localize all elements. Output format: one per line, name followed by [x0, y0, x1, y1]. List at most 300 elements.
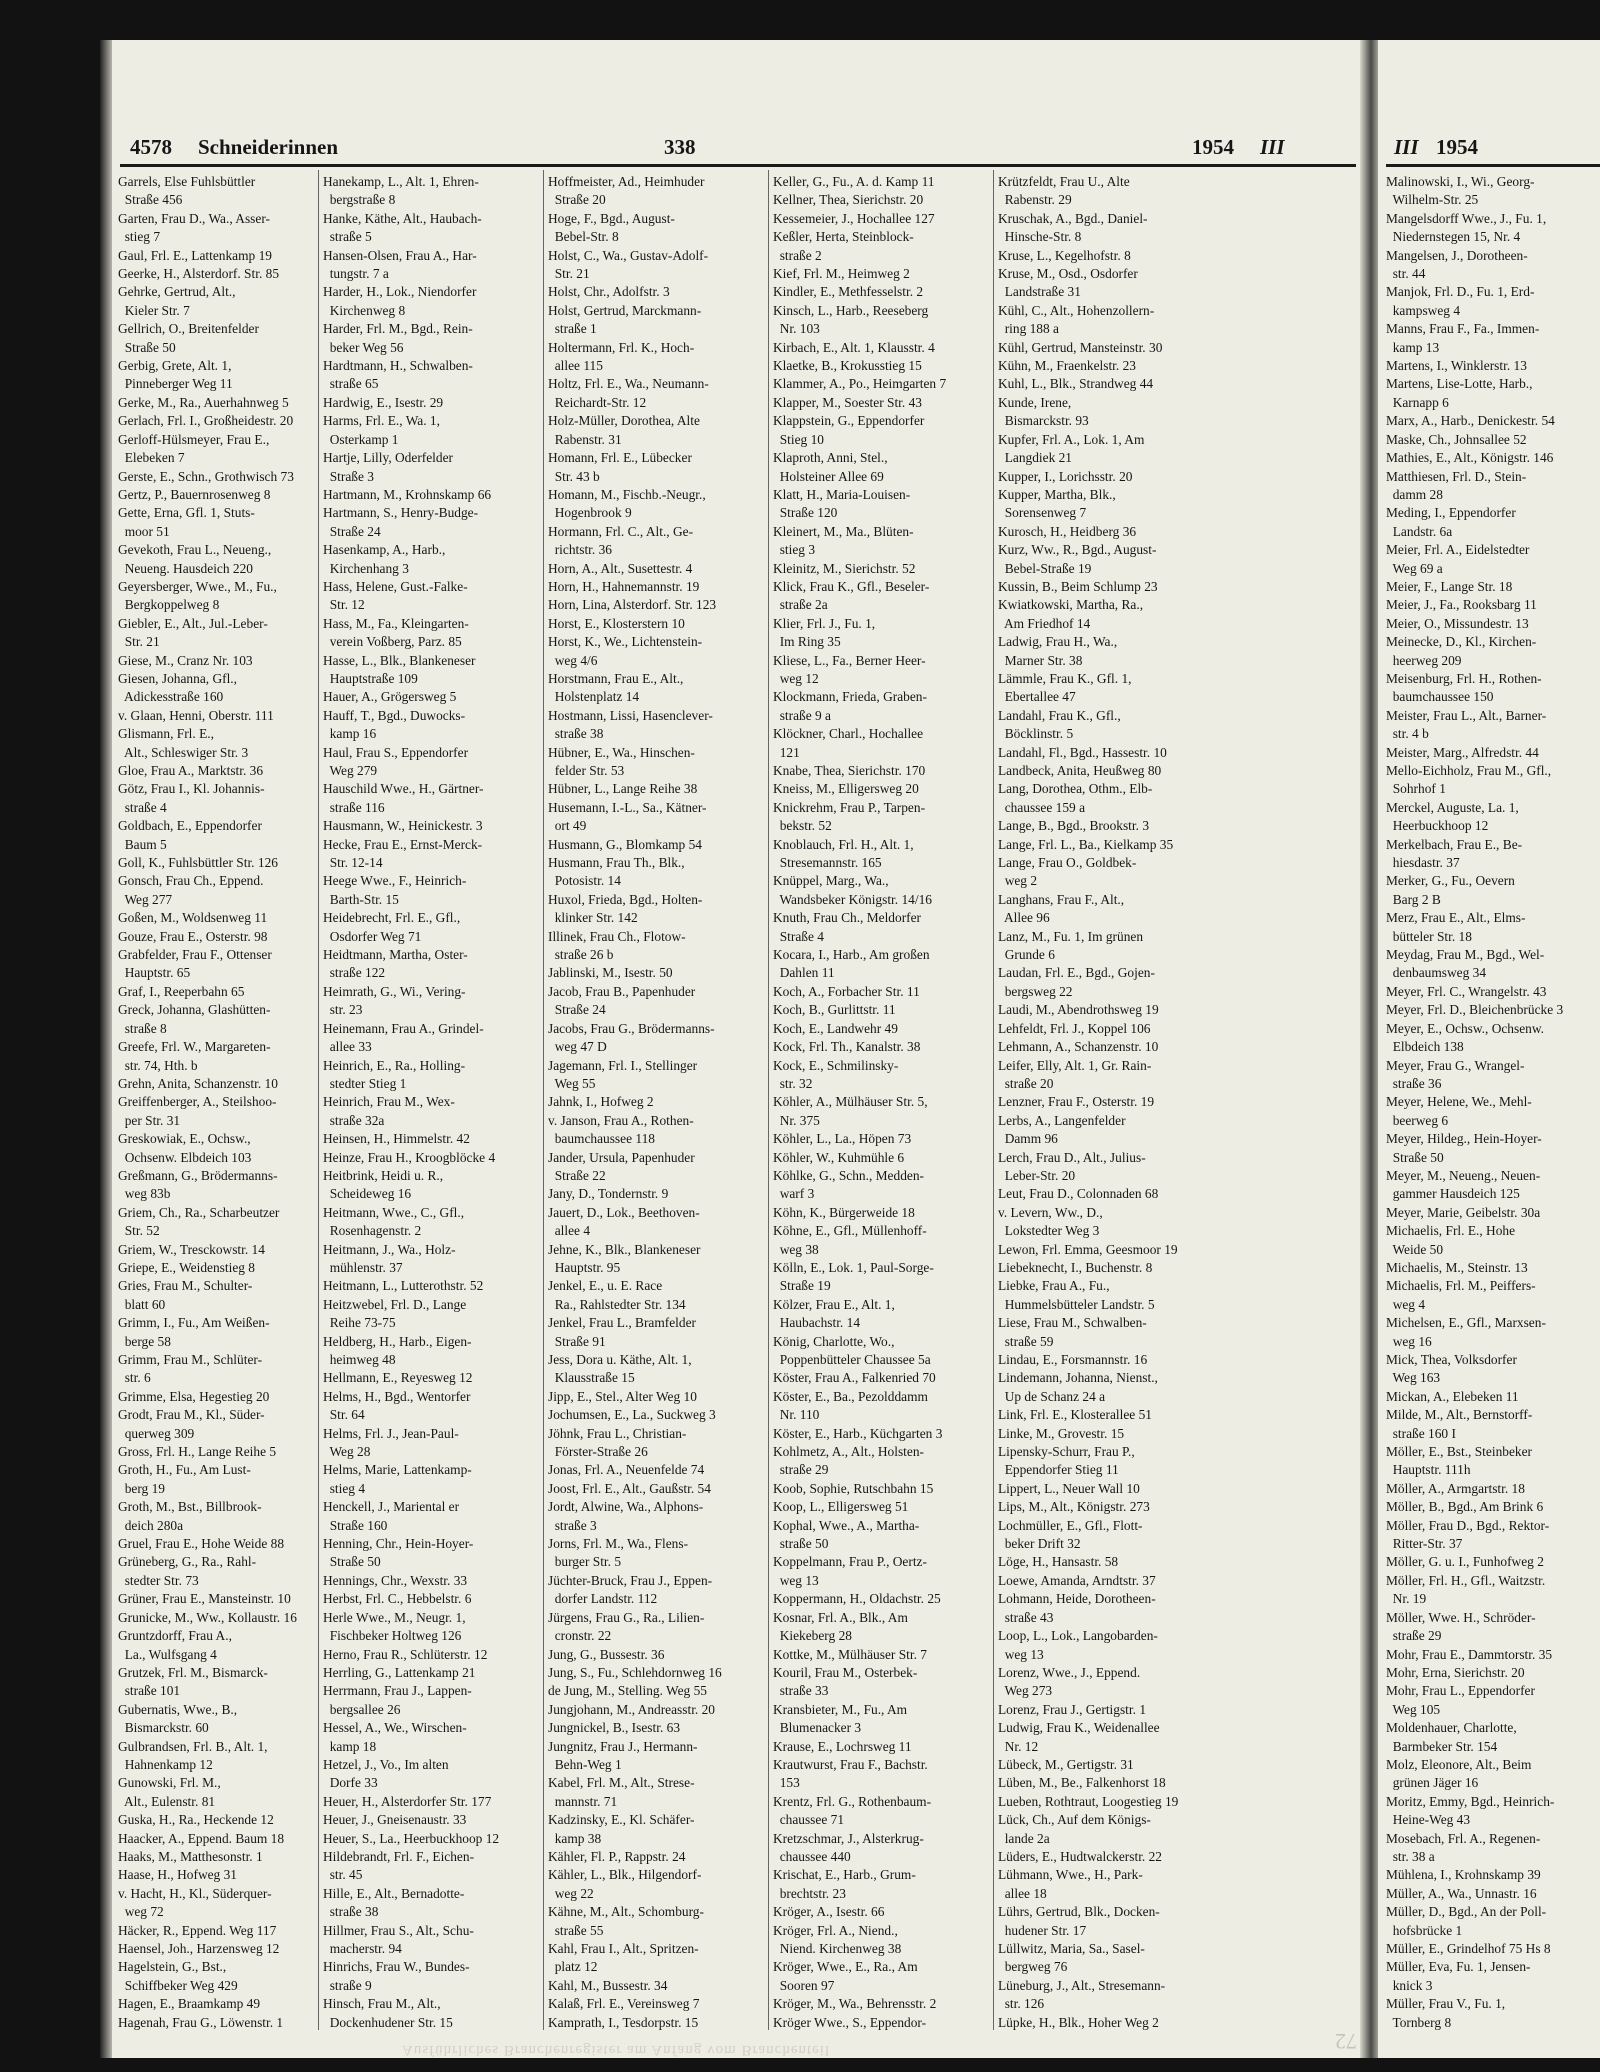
directory-entry-line: Koch, B., Gurlittstr. 11 — [773, 1002, 896, 1018]
directory-entry-line: Klick, Frau K., Gfl., Beseler- — [773, 578, 930, 594]
directory-entry-line: Geerke, H., Alsterdorf. Str. 85 — [118, 266, 280, 282]
directory-entry-line: Krützfeldt, Frau U., Alte — [998, 174, 1130, 189]
directory-entry-line: Herrmann, Frau J., Lappen- — [323, 1683, 472, 1699]
directory-entry-line: Köster, E., Harb., Küchgarten 3 — [773, 1425, 943, 1441]
directory-entry-line: beker Weg 56 — [323, 339, 404, 355]
directory-entry-line: Lindau, E., Forsmannstr. 16 — [998, 1352, 1148, 1367]
directory-entry-line: Moritz, Emmy, Bgd., Heinrich- — [1386, 1793, 1555, 1809]
directory-entry-line: Karnapp 6 — [1386, 394, 1449, 410]
directory-entry-line: Krautwurst, Frau F., Bachstr. — [773, 1756, 928, 1772]
directory-entry-line: straße 43 — [998, 1609, 1054, 1625]
directory-entry-line: Hille, E., Alt., Bernadotte- — [323, 1885, 465, 1901]
directory-entry-line: Jander, Ursula, Papenhuder — [548, 1149, 695, 1165]
directory-page-left — [112, 40, 1369, 2058]
directory-entry-line: Holtermann, Frl. K., Hoch- — [548, 339, 695, 355]
directory-entry-line: Köhler, L., La., Höpen 73 — [773, 1131, 912, 1147]
directory-entry-line: str. 45 — [323, 1867, 363, 1883]
directory-entry-line: Möller, E., Bst., Steinbeker — [1386, 1444, 1532, 1460]
directory-entry-line: Pinneberger Weg 11 — [118, 376, 233, 392]
directory-entry-line: Goll, K., Fuhlsbüttler Str. 126 — [118, 855, 278, 871]
directory-entry-line: Adickesstraße 160 — [118, 689, 224, 705]
directory-entry-line: Alt., Eulenstr. 81 — [118, 1793, 216, 1809]
directory-entry-line: Kleinert, M., Ma., Blüten- — [773, 523, 914, 539]
directory-entry-line: Link, Frl. E., Klosterallee 51 — [998, 1407, 1152, 1423]
directory-entry-line: Meding, I., Eppendorfer — [1386, 505, 1516, 521]
directory-entry-line: Glismann, Frl. E., — [118, 726, 214, 742]
directory-entry-line: Hagenah, Frau G., Löwenstr. 1 — [118, 2014, 284, 2030]
directory-entry-line: Holstenplatz 14 — [548, 689, 640, 705]
directory-entry-line: Hetzel, J., Vo., Im alten — [323, 1756, 449, 1772]
directory-entry-line: Groth, M., Bst., Billbrook- — [118, 1499, 262, 1515]
directory-entry-line: straße 3 — [548, 1517, 597, 1533]
directory-entry-line: allee 18 — [998, 1885, 1047, 1901]
directory-entry-line: Horst, E., Klosterstern 10 — [548, 615, 685, 631]
directory-entry-line: Kussin, B., Beim Schlump 23 — [998, 578, 1158, 594]
directory-entry-line: Molz, Eleonore, Alt., Beim — [1386, 1756, 1532, 1772]
directory-entry-line: Gloe, Frau A., Marktstr. 36 — [118, 763, 264, 778]
directory-entry-line: Jöhnk, Frau L., Christian- — [548, 1425, 687, 1441]
directory-entry-line: Kliese, L., Fa., Berner Heer- — [773, 652, 926, 668]
directory-entry-line: Meier, O., Missundestr. 13 — [1386, 615, 1529, 631]
directory-entry-line: straße 65 — [323, 376, 379, 392]
directory-entry-line: bergstraße 8 — [323, 192, 396, 208]
directory-entry-line: Sohrhof 1 — [1386, 781, 1446, 797]
directory-entry-line: Langdiek 21 — [998, 450, 1073, 466]
directory-entry-line: Loop, L., Lok., Langobarden- — [998, 1628, 1158, 1644]
directory-entry-line: Weg 105 — [1386, 1701, 1441, 1717]
directory-entry-line: Lerbs, A., Langenfelder — [998, 1112, 1126, 1128]
directory-entry-line: Hauptstr. 111h — [1386, 1462, 1471, 1478]
directory-entry-line: straße 2 — [773, 247, 822, 263]
directory-entry-line: warf 3 — [773, 1186, 815, 1202]
directory-entry-line: Gehrke, Gertrud, Alt., — [118, 284, 236, 300]
column-divider — [768, 170, 769, 2030]
directory-entry-line: Greiffenberger, A., Steilshoo- — [118, 1094, 277, 1110]
directory-entry-line: Kurosch, H., Heidberg 36 — [998, 523, 1137, 539]
directory-entry-line: Stieg 10 — [773, 431, 824, 447]
directory-entry-line: Müller, D., Bgd., An der Poll- — [1386, 1904, 1547, 1920]
directory-entry-line: Hogenbrook 9 — [548, 505, 632, 521]
directory-entry-line: Homann, M., Fischb.-Neugr., — [548, 486, 706, 502]
directory-entry-line: Barth-Str. 15 — [323, 891, 399, 907]
directory-entry-line: straße 29 — [773, 1462, 829, 1478]
directory-entry-line: weg 47 D — [548, 1039, 607, 1055]
directory-entry-line: Straße 160 — [323, 1517, 388, 1533]
directory-entry-line: Landahl, Frau K., Gfl., — [998, 707, 1121, 723]
directory-entry-line: Möller, Frl. H., Gfl., Waitzstr. — [1386, 1572, 1546, 1588]
directory-entry-line: mannstr. 71 — [548, 1793, 618, 1809]
directory-entry-line: Köhlke, G., Schn., Medden- — [773, 1167, 924, 1183]
directory-entry-line: Husmann, G., Blomkamp 54 — [548, 836, 702, 852]
directory-entry-line: Kieler Str. 7 — [118, 302, 190, 318]
directory-entry-line: Jipp, E., Stel., Alter Weg 10 — [548, 1388, 697, 1404]
directory-entry-line: kampsweg 4 — [1386, 302, 1461, 318]
directory-entry-line: v. Janson, Frau A., Rothen- — [548, 1112, 694, 1128]
directory-entry-line: Köhler, W., Kuhmühle 6 — [773, 1149, 905, 1165]
directory-entry-line: Gunowski, Frl. M., — [118, 1775, 221, 1791]
directory-entry-line: weg 22 — [548, 1885, 594, 1901]
directory-entry-line: Hübner, L., Lange Reihe 38 — [548, 781, 698, 797]
directory-entry-line: Heitmann, L., Lutterothstr. 52 — [323, 1278, 484, 1294]
directory-entry-line: Greck, Johanna, Glashütten- — [118, 1002, 271, 1018]
directory-entry-line: Tornberg 8 — [1386, 2014, 1452, 2030]
directory-entry-line: Gerbig, Grete, Alt. 1, — [118, 358, 232, 374]
directory-entry-line: Grodt, Frau M., Kl., Süder- — [118, 1407, 265, 1423]
directory-entry-line: ort 49 — [548, 818, 587, 834]
directory-entry-line: Lerch, Frau D., Alt., Julius- — [998, 1149, 1146, 1165]
directory-entry-line: Kiekeberg 28 — [773, 1628, 852, 1644]
directory-entry-line: beker Drift 32 — [998, 1536, 1081, 1552]
directory-entry-line: Poppenbütteler Chaussee 5a — [773, 1352, 931, 1367]
directory-entry-line: Straße 50 — [118, 339, 176, 355]
directory-entry-line: Lorenz, Frau J., Gertigstr. 1 — [998, 1701, 1147, 1717]
directory-entry-line: tungstr. 7 a — [323, 266, 389, 282]
directory-entry-line: Jauert, D., Lok., Beethoven- — [548, 1204, 700, 1220]
directory-column-6 — [1386, 173, 1600, 2030]
directory-entry-line: Kocara, I., Harb., Am großen — [773, 947, 930, 963]
directory-entry-line: straße 59 — [998, 1333, 1054, 1349]
directory-entry-line: Wilhelm-Str. 25 — [1386, 192, 1479, 208]
directory-entry-line: Klausstraße 15 — [548, 1370, 635, 1386]
directory-entry-line: Mangelsen, J., Dorotheen- — [1386, 247, 1528, 263]
directory-entry-line: Meister, Marg., Alfredstr. 44 — [1386, 744, 1539, 760]
directory-entry-line: Holz-Müller, Dorothea, Alte — [548, 413, 700, 429]
directory-entry-line: straße 33 — [773, 1683, 829, 1699]
directory-entry-line: Hauschild Wwe., H., Gärtner- — [323, 781, 484, 797]
directory-entry-line: Möller, B., Bgd., Am Brink 6 — [1386, 1499, 1544, 1515]
directory-entry-line: Str. 21 — [118, 634, 160, 650]
directory-entry-line: Lange, Frl. L., Ba., Kielkamp 35 — [998, 836, 1174, 852]
directory-entry-line: Meier, Frl. A., Eidelstedter — [1386, 542, 1530, 558]
directory-entry-line: Weg 55 — [548, 1075, 596, 1091]
directory-entry-line: Landbeck, Anita, Heußweg 80 — [998, 763, 1162, 778]
directory-entry-line: Meister, Frau L., Alt., Barner- — [1386, 707, 1547, 723]
directory-entry-line: Jungnitz, Frau J., Hermann- — [548, 1738, 698, 1754]
directory-entry-line: Kupfer, Frl. A., Lok. 1, Am — [998, 431, 1145, 447]
directory-entry-line: Nr. 19 — [1386, 1591, 1427, 1607]
directory-entry-line: Hasse, L., Blk., Blankeneser — [323, 652, 476, 668]
directory-entry-line: Martens, Lise-Lotte, Harb., — [1386, 376, 1533, 392]
directory-entry-line: Kupper, I., Lorichsstr. 20 — [998, 468, 1133, 484]
directory-entry-line: Meyer, E., Ochsw., Ochsenw. — [1386, 1020, 1544, 1036]
directory-entry-line: Heimrath, G., Wi., Vering- — [323, 983, 466, 999]
directory-entry-line: Bebel-Straße 19 — [998, 560, 1092, 576]
directory-entry-line: Wandsbeker Königstr. 14/16 — [773, 891, 932, 907]
directory-entry-line: Krause, E., Lochrsweg 11 — [773, 1738, 912, 1754]
directory-entry-line: str. 44 — [1386, 266, 1426, 282]
directory-entry-line: richtstr. 36 — [548, 542, 612, 558]
directory-entry-line: Hinsche-Str. 8 — [998, 229, 1082, 245]
directory-entry-line: Kühl, C., Alt., Hohenzollern- — [998, 302, 1155, 318]
directory-entry-line: Goldbach, E., Eppendorfer — [118, 818, 262, 834]
directory-entry-line: bergsweg 22 — [998, 983, 1073, 999]
directory-entry-line: Laudi, M., Abendrothsweg 19 — [998, 1002, 1159, 1018]
directory-entry-line: Kruse, L., Kegelhofstr. 8 — [998, 247, 1131, 263]
directory-entry-line: weg 4/6 — [548, 652, 598, 668]
directory-entry-line: Kohlmetz, A., Alt., Holsten- — [773, 1444, 925, 1460]
directory-entry-line: kamp 13 — [1386, 339, 1440, 355]
directory-entry-line: Gertz, P., Bauernrosenweg 8 — [118, 486, 271, 502]
directory-entry-line: Malinowski, I., Wi., Georg- — [1386, 174, 1535, 189]
directory-entry-line: straße 101 — [118, 1683, 181, 1699]
directory-entry-line: Kröger, Frl. A., Niend., — [773, 1922, 898, 1938]
corner-number: 72 — [1335, 2029, 1357, 2054]
directory-entry-line: Up de Schanz 24 a — [998, 1388, 1106, 1404]
directory-entry-line: damm 28 — [1386, 486, 1443, 502]
directory-entry-line: stieg 7 — [118, 229, 161, 245]
section-title: Schneiderinnen — [198, 135, 339, 159]
directory-entry-line: Jorns, Frl. M., Wa., Flens- — [548, 1536, 689, 1552]
directory-entry-line: Giebler, E., Alt., Jul.-Leber- — [118, 615, 268, 631]
header-year: 1954 — [1192, 135, 1234, 159]
directory-entry-line: Mick, Thea, Volksdorfer — [1386, 1352, 1517, 1367]
directory-entry-line: König, Charlotte, Wo., — [773, 1333, 895, 1349]
directory-entry-line: Dahlen 11 — [773, 965, 835, 981]
directory-entry-line: Mohr, Frau L., Eppendorfer — [1386, 1683, 1535, 1699]
directory-entry-line: Hummelsbütteler Landstr. 5 — [998, 1296, 1155, 1312]
directory-entry-line: Lokstedter Weg 3 — [998, 1223, 1100, 1239]
directory-entry-line: Gruel, Frau E., Hohe Weide 88 — [118, 1536, 285, 1552]
directory-entry-line: Möller, G. u. I., Funhofweg 2 — [1386, 1554, 1544, 1570]
directory-entry-line: stieg 3 — [773, 542, 816, 558]
directory-entry-line: knick 3 — [1386, 1977, 1433, 1993]
directory-entry-line: straße 160 I — [1386, 1425, 1456, 1441]
directory-entry-line: Michaelis, M., Steinstr. 13 — [1386, 1259, 1528, 1275]
directory-entry-line: str. 38 a — [1386, 1848, 1435, 1864]
directory-entry-line: weg 72 — [118, 1904, 164, 1920]
directory-entry-line: Ritter-Str. 37 — [1386, 1536, 1463, 1552]
directory-entry-line: La., Wulfsgang 4 — [118, 1646, 217, 1662]
directory-entry-line: Moldenhauer, Charlotte, — [1386, 1720, 1517, 1736]
directory-entry-line: Weg 277 — [118, 891, 173, 907]
right-page-header — [1378, 95, 1600, 159]
directory-entry-line: Lüllwitz, Maria, Sa., Sasel- — [998, 1941, 1145, 1956]
directory-entry-line: Keßler, Herta, Steinblock- — [773, 229, 914, 245]
directory-entry-line: Klockmann, Frieda, Graben- — [773, 689, 927, 705]
directory-entry-line: Hartje, Lilly, Oderfelder — [323, 450, 454, 466]
directory-entry-line: Harms, Frl. E., Wa. 1, — [323, 413, 440, 429]
directory-entry-line: straße 8 — [118, 1020, 167, 1036]
directory-entry-line: Bismarckstr. 60 — [118, 1720, 209, 1736]
directory-entry-line: Gross, Frl. H., Lange Reihe 5 — [118, 1444, 277, 1460]
directory-entry-line: Langhans, Frau F., Alt., — [998, 891, 1125, 907]
directory-entry-line: Klappstein, G., Eppendorfer — [773, 413, 925, 429]
directory-entry-line: weg 12 — [773, 670, 819, 686]
directory-entry-line: Heinsen, H., Himmelstr. 42 — [323, 1131, 470, 1147]
directory-entry-line: Knickrehm, Frau P., Tarpen- — [773, 799, 926, 815]
directory-entry-line: Hansen-Olsen, Frau A., Har- — [323, 247, 477, 263]
directory-entry-line: Klaproth, Anni, Stel., — [773, 450, 888, 466]
directory-entry-line: Meier, F., Lange Str. 18 — [1386, 578, 1513, 594]
directory-entry-line: de Jung, M., Stelling. Weg 55 — [548, 1683, 707, 1699]
directory-entry-line: Horst, K., We., Lichtenstein- — [548, 634, 703, 650]
directory-entry-line: Müller, E., Grindelhof 75 Hs 8 — [1386, 1941, 1551, 1956]
directory-entry-line: Heege Wwe., F., Heinrich- — [323, 873, 467, 889]
directory-entry-line: Hasenkamp, A., Harb., — [323, 542, 446, 558]
directory-entry-line: Herno, Frau R., Schlüterstr. 12 — [323, 1646, 488, 1662]
directory-entry-line: Förster-Straße 26 — [548, 1444, 648, 1460]
directory-entry-line: Kleinitz, M., Sierichstr. 52 — [773, 560, 916, 576]
directory-entry-line: Behn-Weg 1 — [548, 1756, 622, 1772]
directory-entry-line: Hübner, E., Wa., Hinschen- — [548, 744, 695, 760]
directory-entry-line: Kahl, M., Bussestr. 34 — [548, 1977, 668, 1993]
directory-entry-line: Klier, Frl. J., Fu. 1, — [773, 615, 876, 631]
directory-entry-line: Hanekamp, L., Alt. 1, Ehren- — [323, 174, 479, 189]
directory-entry-line: Laudan, Frl. E., Bgd., Gojen- — [998, 965, 1155, 981]
directory-entry-line: Lüneburg, J., Alt., Stresemann- — [998, 1977, 1166, 1993]
directory-entry-line: Leut, Frau D., Colonnaden 68 — [998, 1186, 1159, 1202]
directory-entry-line: Hormann, Frl. C., Alt., Ge- — [548, 523, 694, 539]
directory-entry-line: Griem, Ch., Ra., Scharbeutzer — [118, 1204, 280, 1220]
directory-entry-line: Klaetke, B., Krokusstieg 15 — [773, 358, 922, 374]
directory-entry-line: Straße 20 — [548, 192, 606, 208]
directory-entry-line: Grimme, Elsa, Hegestieg 20 — [118, 1388, 270, 1404]
directory-entry-line: Garrels, Else Fuhlsbüttler — [118, 174, 256, 189]
directory-entry-line: Straße 91 — [548, 1333, 606, 1349]
directory-entry-line: Löge, H., Hansastr. 58 — [998, 1554, 1119, 1570]
column-divider — [318, 170, 319, 2030]
directory-entry-line: Osterkamp 1 — [323, 431, 399, 447]
directory-entry-line: Merz, Frau E., Alt., Elms- — [1386, 910, 1526, 926]
directory-entry-line: Matthiesen, Frl. D., Stein- — [1386, 468, 1527, 484]
directory-entry-line: stieg 4 — [323, 1480, 366, 1496]
directory-entry-line: Gette, Erna, Gfl. 1, Stuts- — [118, 505, 255, 521]
directory-page-right — [1378, 40, 1600, 2058]
directory-entry-line: Grehn, Anita, Schanzenstr. 10 — [118, 1075, 278, 1091]
directory-entry-line: Rabenstr. 31 — [548, 431, 622, 447]
directory-entry-line: Gevekoth, Frau L., Neueng., — [118, 542, 272, 558]
directory-column-3 — [548, 173, 766, 2030]
directory-entry-line: Jess, Dora u. Käthe, Alt. 1, — [548, 1352, 692, 1367]
directory-entry-line: Hoffmeister, Ad., Heimhuder — [548, 174, 705, 189]
column-divider — [543, 170, 544, 2030]
directory-entry-line: Kellner, Thea, Sierichstr. 20 — [773, 192, 924, 208]
directory-entry-line: Kophal, Wwe., A., Martha- — [773, 1517, 920, 1533]
directory-column-5 — [998, 173, 1208, 2030]
directory-entry-line: Köhler, A., Mülhäuser Str. 5, — [773, 1094, 928, 1110]
directory-entry-line: Leber-Str. 20 — [998, 1167, 1076, 1183]
directory-entry-line: Helms, H., Bgd., Wentorfer — [323, 1388, 471, 1404]
directory-entry-line: Straße 50 — [323, 1554, 381, 1570]
directory-entry-line: Jung, S., Fu., Schlehdornweg 16 — [548, 1664, 722, 1680]
directory-entry-line: Griepe, E., Weidenstieg 8 — [118, 1259, 256, 1275]
directory-entry-line: Kröger Wwe., S., Eppendor- — [773, 2014, 927, 2030]
directory-entry-line: Schiffbeker Weg 429 — [118, 1977, 238, 1993]
directory-entry-line: Jochumsen, E., La., Suckweg 3 — [548, 1407, 716, 1423]
directory-entry-line: str. 32 — [773, 1075, 813, 1091]
directory-entry-line: weg 38 — [773, 1241, 819, 1257]
directory-entry-line: Rabenstr. 29 — [998, 192, 1072, 208]
directory-entry-line: verein Voßberg, Parz. 85 — [323, 634, 462, 650]
directory-entry-line: Weg 69 a — [1386, 560, 1443, 576]
directory-entry-line: Lehfeldt, Frl. J., Koppel 106 — [998, 1020, 1151, 1036]
directory-entry-line: Mühlena, I., Krohnskamp 39 — [1386, 1867, 1541, 1883]
directory-entry-line: Lüben, M., Be., Falkenhorst 18 — [998, 1775, 1166, 1791]
directory-entry-line: Lewon, Frl. Emma, Geesmoor 19 — [998, 1241, 1178, 1257]
directory-entry-line: Groth, H., Fu., Am Lust- — [118, 1462, 251, 1478]
directory-entry-line: Kühn, M., Fraenkelstr. 23 — [998, 358, 1136, 374]
directory-entry-line: hiesdastr. 37 — [1386, 855, 1460, 871]
directory-entry-line: Alt., Schleswiger Str. 3 — [118, 744, 249, 760]
directory-entry-line: hofsbrücke 1 — [1386, 1922, 1463, 1938]
directory-entry-line: Straße 22 — [548, 1167, 606, 1183]
directory-entry-line: Husmann, Frau Th., Blk., — [548, 855, 685, 871]
directory-entry-line: Köster, Frau A., Falkenried 70 — [773, 1370, 936, 1386]
directory-entry-line: Klapper, M., Soester Str. 43 — [773, 394, 922, 410]
directory-entry-line: deich 280a — [118, 1517, 184, 1533]
directory-entry-line: weg 4 — [1386, 1296, 1426, 1312]
directory-entry-line: lande 2a — [998, 1830, 1050, 1846]
directory-entry-line: Heitzwebel, Frl. D., Lange — [323, 1296, 467, 1312]
directory-entry-line: Haase, H., Hofweg 31 — [118, 1867, 237, 1883]
directory-entry-line: kamp 18 — [323, 1738, 377, 1754]
header-part: III — [1260, 135, 1285, 159]
directory-entry-line: Jacob, Frau B., Papenhuder — [548, 983, 696, 999]
directory-entry-line: Nr. 103 — [773, 321, 820, 337]
directory-entry-line: Jüchter-Bruck, Frau J., Eppen- — [548, 1572, 713, 1588]
directory-entry-line: straße 32a — [323, 1112, 385, 1128]
directory-entry-line: Haul, Frau S., Eppendorfer — [323, 744, 469, 760]
directory-entry-line: straße 55 — [548, 1922, 604, 1938]
directory-entry-line: Lenzner, Frau F., Osterstr. 19 — [998, 1094, 1155, 1110]
directory-entry-line: Herbst, Frl. C., Hebbelstr. 6 — [323, 1591, 472, 1607]
directory-entry-line: Kröger, M., Wa., Behrensstr. 2 — [773, 1996, 937, 2012]
directory-entry-line: straße 38 — [323, 1904, 379, 1920]
directory-entry-line: Greskowiak, E., Ochsw., — [118, 1131, 251, 1147]
directory-entry-line: Heitbrink, Heidi u. R., — [323, 1167, 444, 1183]
directory-entry-line: Kock, E., Schmilinsky- — [773, 1057, 899, 1073]
directory-entry-line: Meydag, Frau M., Bgd., Wel- — [1386, 947, 1545, 963]
directory-entry-line: Keller, G., Fu., A. d. Kamp 11 — [773, 174, 935, 189]
directory-entry-line: Lanz, M., Fu. 1, Im grünen — [998, 928, 1144, 944]
directory-entry-line: Krentz, Frl. G., Rothenbaum- — [773, 1793, 932, 1809]
directory-entry-line: Graf, I., Reeperbahn 65 — [118, 983, 245, 999]
directory-entry-line: Kindler, E., Methfesselstr. 2 — [773, 284, 924, 300]
directory-entry-line: bütteler Str. 18 — [1386, 928, 1472, 944]
directory-entry-line: Jenkel, Frau L., Bramfelder — [548, 1315, 696, 1331]
directory-entry-line: Horn, H., Hahnemannstr. 19 — [548, 578, 700, 594]
directory-entry-line: Elbdeich 138 — [1386, 1039, 1464, 1055]
directory-entry-line: Mathies, E., Alt., Königstr. 146 — [1386, 450, 1554, 466]
directory-entry-line: Jung, G., Bussestr. 36 — [548, 1646, 665, 1662]
directory-entry-line: Köhne, E., Gfl., Müllenhoff- — [773, 1223, 927, 1239]
directory-entry-line: Horstmann, Frau E., Alt., — [548, 670, 684, 686]
directory-entry-line: Heinrich, Frau M., Wex- — [323, 1094, 455, 1110]
directory-entry-line: Holst, Chr., Adolfstr. 3 — [548, 284, 670, 300]
directory-entry-line: Krischat, E., Harb., Grum- — [773, 1867, 916, 1883]
directory-entry-line: Michaelis, Frl. E., Hohe — [1386, 1223, 1516, 1239]
directory-entry-line: allee 33 — [323, 1039, 372, 1055]
directory-entry-line: Hoge, F., Bgd., August- — [548, 210, 675, 226]
directory-entry-line: Huxol, Frieda, Bgd., Holten- — [548, 891, 703, 907]
directory-entry-line: Straße 24 — [323, 523, 381, 539]
directory-entry-line: Kruse, M., Osd., Osdorfer — [998, 266, 1138, 282]
directory-entry-line: Giesen, Johanna, Gfl., — [118, 670, 237, 686]
directory-entry-line: Knuth, Frau Ch., Meldorfer — [773, 910, 922, 926]
directory-entry-line: Kadzinsky, E., Kl. Schäfer- — [548, 1812, 695, 1828]
directory-entry-line: Gouze, Frau E., Osterstr. 98 — [118, 928, 268, 944]
directory-entry-line: Mickan, A., Elebeken 11 — [1386, 1388, 1519, 1404]
directory-entry-line: Meyer, Helene, We., Mehl- — [1386, 1094, 1532, 1110]
directory-entry-line: Michelsen, E., Gfl., Marxsen- — [1386, 1315, 1546, 1331]
directory-entry-line: Gerlach, Frl. I., Großheidestr. 20 — [118, 413, 294, 429]
directory-entry-line: str. 74, Hth. b — [118, 1057, 198, 1073]
directory-entry-line: Lohmann, Heide, Dorotheen- — [998, 1591, 1156, 1607]
directory-entry-line: Straße 120 — [773, 505, 838, 521]
directory-entry-line: Jürgens, Frau G., Ra., Lilien- — [548, 1609, 705, 1625]
directory-entry-line: Dockenhudener Str. 15 — [323, 2014, 453, 2030]
directory-entry-line: Henning, Chr., Hein-Hoyer- — [323, 1536, 474, 1552]
